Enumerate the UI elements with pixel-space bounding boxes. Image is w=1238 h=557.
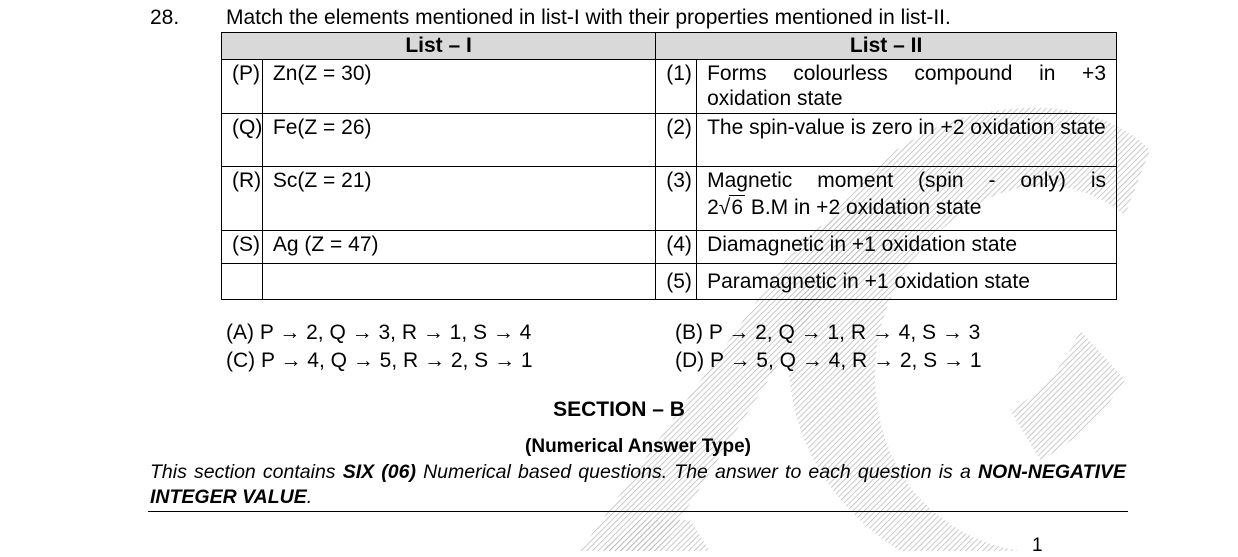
table-header-row: [222, 33, 1117, 60]
sqrt-coefficient: 2: [707, 196, 719, 219]
section-title: SECTION – B: [553, 398, 685, 421]
row-letter: [222, 264, 263, 300]
row-property: [697, 167, 1117, 231]
table-row: [222, 60, 1117, 114]
option-b[interactable]: (B) P → 2, Q → 1, R → 4, S → 3: [675, 321, 981, 344]
row-letter: (R): [222, 167, 263, 231]
options-left: [226, 319, 533, 375]
sqrt-argument: 6: [731, 196, 743, 219]
row-letter: (P): [222, 60, 263, 114]
row-property: [697, 60, 1117, 114]
row-number: (4): [656, 231, 697, 264]
question-number: 28.: [150, 6, 180, 29]
option-d[interactable]: (D) P → 5, Q → 4, R → 2, S → 1: [675, 349, 982, 372]
instr-text-3: .: [306, 486, 313, 508]
table-row: [222, 264, 1117, 300]
row-property: Paramagnetic in +1 oxidation state: [697, 264, 1117, 300]
property-text: Forms colourless compound in +3 oxidation state: [707, 62, 1106, 110]
page-number: 1: [1032, 535, 1043, 556]
row-property: [697, 114, 1117, 167]
row-element: Zn(Z = 30): [262, 60, 655, 114]
list-2-header: List – II: [656, 33, 1117, 60]
instr-text-2: Numerical based questions. The answer to each question is a: [415, 461, 978, 483]
row-element: Fe(Z = 26): [262, 114, 655, 167]
instr-bold-1: SIX (06): [342, 461, 416, 483]
option-c[interactable]: (C) P → 4, Q → 5, R → 2, S → 1: [226, 349, 533, 372]
row-element: Ag (Z = 47): [262, 231, 655, 264]
sqrt-icon: √: [718, 196, 731, 219]
section-instructions: [150, 460, 1126, 510]
instr-bold-2: NON-NEGATIVE INTEGER VALUE: [150, 461, 1126, 508]
row-number: (2): [656, 114, 697, 167]
option-a[interactable]: (A) P → 2, Q → 3, R → 1, S → 4: [226, 321, 532, 344]
question-text: Match the elements mentioned in list-I with their properties mentioned in list-II.: [226, 6, 951, 29]
options-right: [675, 319, 982, 375]
table-row: [222, 167, 1117, 231]
row-number: (1): [656, 60, 697, 114]
section-subtitle: (Numerical Answer Type): [525, 436, 751, 457]
row-element: [262, 264, 655, 300]
row-letter: (Q): [222, 114, 263, 167]
divider-rule: [148, 511, 1128, 512]
list-1-header: List – I: [222, 33, 656, 60]
instr-text-1: This section contains: [150, 461, 343, 483]
property-line-2: [707, 193, 1106, 223]
row-letter: (S): [222, 231, 263, 264]
table-row: [222, 114, 1117, 167]
match-table: [221, 32, 1117, 300]
row-number: (5): [656, 264, 697, 300]
property-text: The spin-value is zero in +2 oxidation state: [707, 116, 1106, 139]
sqrt-expression: [719, 193, 745, 223]
row-element: Sc(Z = 21): [262, 167, 655, 231]
property-line-1: Magnetic moment (spin - only) is: [707, 169, 1106, 192]
property-rest: B.M in +2 oxidation state: [745, 196, 982, 219]
row-property: Diamagnetic in +1 oxidation state: [697, 231, 1117, 264]
row-number: (3): [656, 167, 697, 231]
table-row: [222, 231, 1117, 264]
